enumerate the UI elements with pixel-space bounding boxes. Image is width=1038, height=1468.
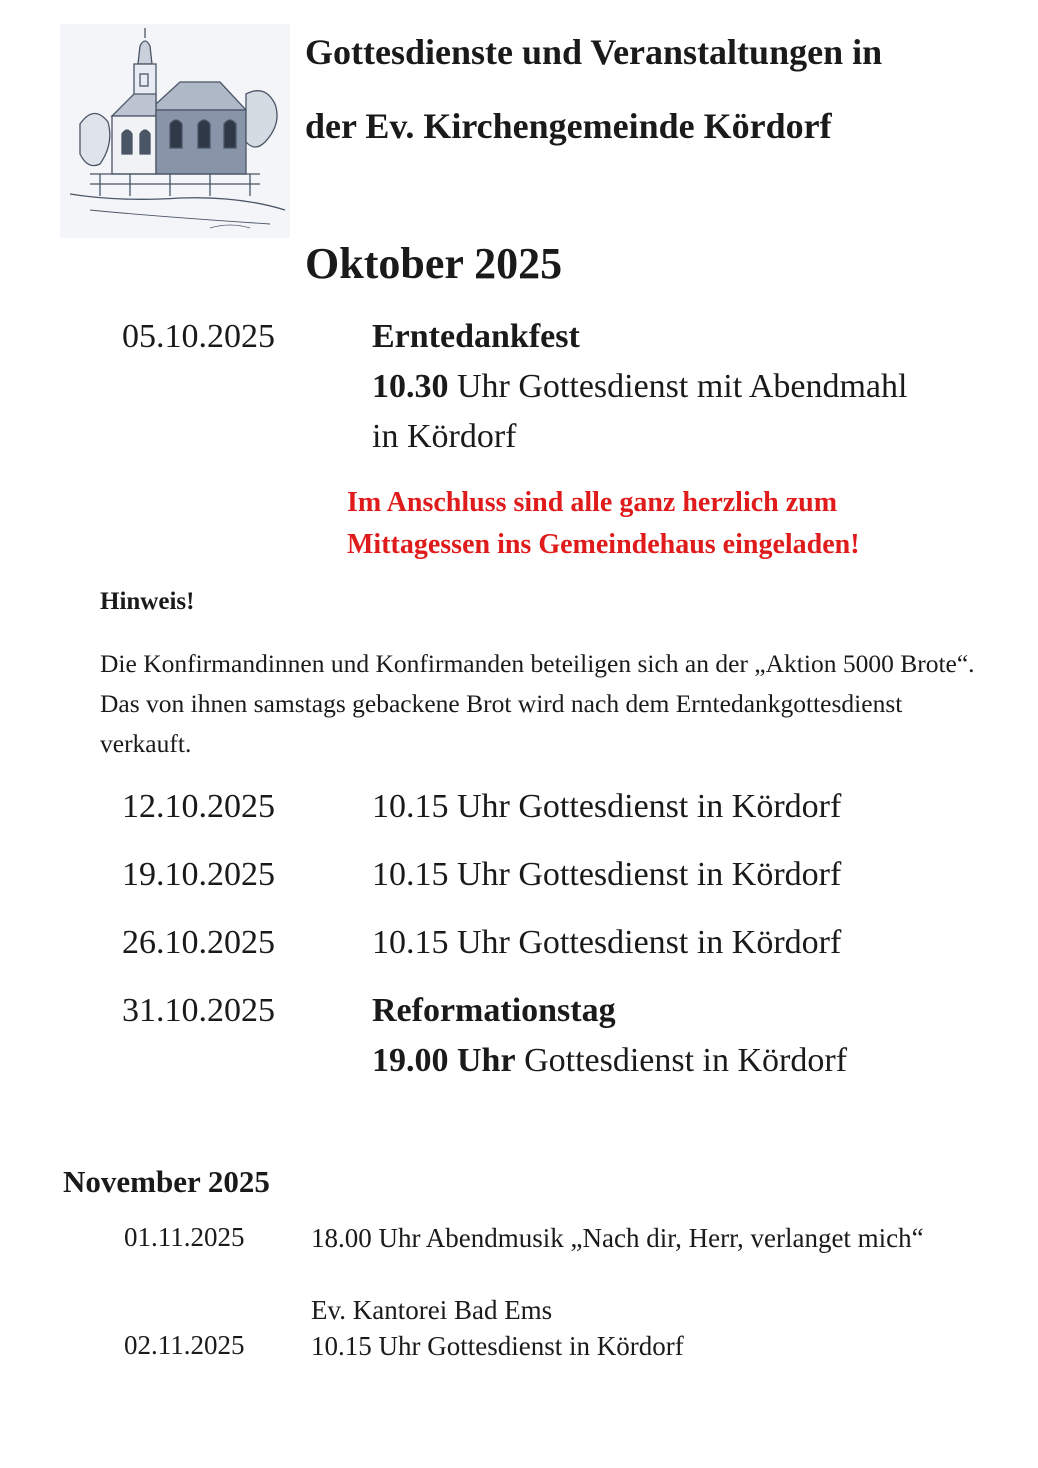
event-description: 10.15 Uhr Gottesdienst in Kördorf <box>372 788 842 825</box>
event-date: 31.10.2025 <box>122 992 275 1029</box>
event-title: Erntedankfest <box>372 318 580 355</box>
event-description: 18.00 Uhr Abendmusik „Nach dir, Herr, verlanget mich“ <box>311 1223 924 1253</box>
event-time: 10.30 <box>372 368 449 405</box>
event-date: 12.10.2025 <box>122 788 275 825</box>
event-title: Reformationstag <box>372 992 616 1029</box>
event-description-text: Gottesdienst in Kördorf <box>515 1042 848 1079</box>
event-description <box>372 368 907 406</box>
month-heading-october: Oktober 2025 <box>305 239 563 288</box>
event-performer: Ev. Kantorei Bad Ems <box>311 1295 553 1325</box>
note-heading: Hinweis! <box>100 588 195 615</box>
event-description: 10.15 Uhr Gottesdienst in Kördorf <box>372 856 842 893</box>
event-time: 19.00 Uhr <box>372 1042 516 1079</box>
church-sketch-icon <box>60 24 290 238</box>
event-date: 19.10.2025 <box>122 856 275 893</box>
page-title-line-1: Gottesdienste und Veranstaltungen in <box>305 32 883 72</box>
invitation-line-1: Im Anschluss sind alle ganz herzlich zum <box>347 487 838 518</box>
event-date: 05.10.2025 <box>122 318 275 355</box>
month-heading-november: November 2025 <box>63 1164 270 1199</box>
event-date: 26.10.2025 <box>122 924 275 961</box>
event-description: 10.15 Uhr Gottesdienst in Kördorf <box>311 1331 684 1361</box>
event-description: 10.15 Uhr Gottesdienst in Kördorf <box>372 924 842 961</box>
note-text: Die Konfirmandinnen und Konfirmanden beteiligen sich an der „Aktion 5000 Brote“. Das von ihnen samstags gebackene Brot wird nach dem Erntedankgottesdienst verkauft. <box>100 649 975 758</box>
event-date: 01.11.2025 <box>124 1222 245 1252</box>
event-description-text: Uhr Gottesdienst mit Abendmahl <box>448 368 908 405</box>
event-description <box>372 1042 847 1080</box>
event-location: in Kördorf <box>372 418 517 455</box>
event-date: 02.11.2025 <box>124 1330 245 1360</box>
page-title-line-2: der Ev. Kirchengemeinde Kördorf <box>305 106 832 146</box>
invitation-line-2: Mittagessen ins Gemeindehaus eingeladen! <box>347 529 860 560</box>
